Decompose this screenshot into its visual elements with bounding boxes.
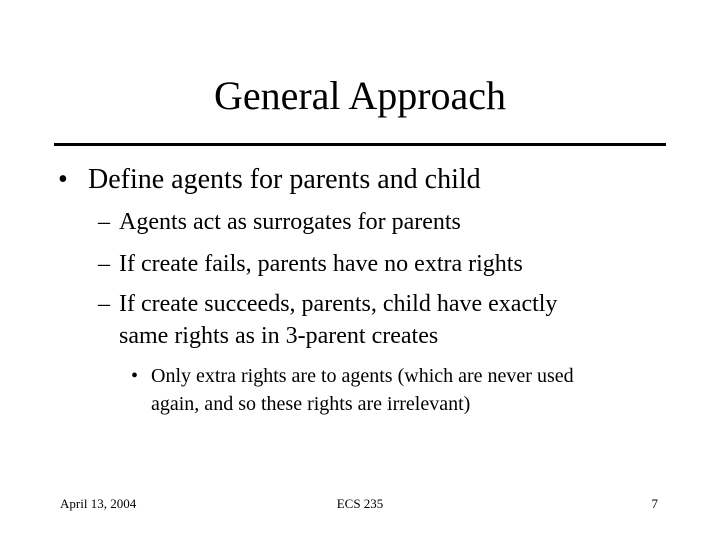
- title-divider: [54, 143, 666, 146]
- note-bullet: [131, 362, 574, 418]
- dash-marker: –: [98, 251, 110, 277]
- slide-title: General Approach: [213, 73, 507, 118]
- sub-bullet-create-fails: [98, 248, 523, 280]
- bullet-marker: •: [131, 365, 139, 387]
- sub-bullet-text-line1: If create succeeds, parents, child have exactly: [119, 291, 558, 317]
- sub-bullet-create-succeeds: [98, 288, 557, 352]
- sub-bullet-text-line2: same rights as in 3-parent creates: [119, 323, 439, 349]
- footer-page-number: 7: [651, 496, 658, 511]
- main-bullet: [58, 162, 481, 198]
- dash-marker: –: [98, 209, 110, 235]
- sub-bullet-text: If create fails, parents have no extra rights: [119, 251, 523, 277]
- sub-bullet-agents-surrogates: [98, 206, 461, 238]
- sub-bullet-text: Agents act as surrogates for parents: [119, 209, 461, 235]
- main-bullet-text: Define agents for parents and child: [88, 164, 481, 195]
- footer-date: April 13, 2004: [60, 496, 137, 511]
- dash-marker: –: [98, 291, 110, 317]
- note-text-line2: again, and so these rights are irrelevant): [151, 393, 471, 415]
- footer-course: ECS 235: [336, 496, 384, 511]
- note-text-line1: Only extra rights are to agents (which are never used: [151, 365, 574, 387]
- bullet-marker: •: [58, 164, 68, 195]
